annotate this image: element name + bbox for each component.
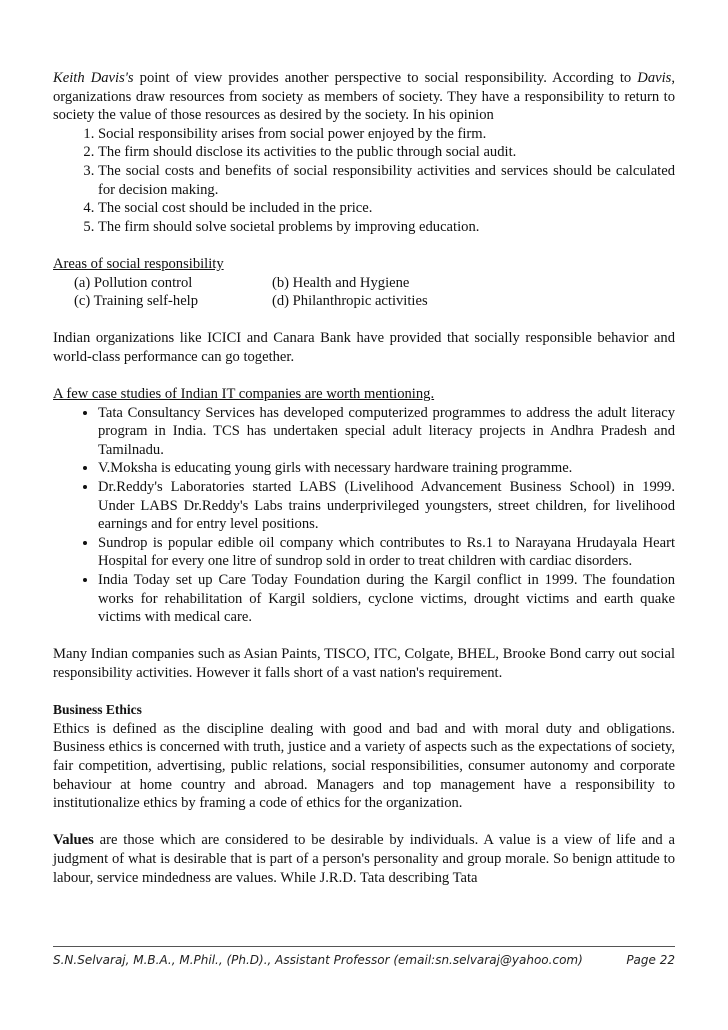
area-item: (b) Health and Hygiene bbox=[272, 274, 410, 291]
author-name: Keith Davis's bbox=[53, 70, 134, 86]
areas-heading: Areas of social responsibility bbox=[53, 255, 224, 272]
list-item: • Dr.Reddy's Laboratories started LABS (Livelihood Advancement Business School) in 1999. Under LABS Dr.Reddy's Labs trains underprivileged youngsters, street children, for livelihood earnings and for entry level positions. bbox=[98, 478, 675, 534]
list-item: • India Today set up Care Today Foundation during the Kargil conflict in 1999. The foundation works for rehabilitation of Kargil soldiers, cyclone victims, drought victims and earth quake victims with medical care. bbox=[98, 571, 675, 627]
companies-paragraph: Many Indian companies such as Asian Paints, TISCO, ITC, Colgate, BHEL, Brooke Bond carry out social responsibility activities. However it falls short of a vast nation's requirement. bbox=[53, 646, 675, 681]
area-item: (a) Pollution control bbox=[74, 274, 193, 291]
case-studies-list bbox=[53, 404, 675, 627]
list-item: 1. Social responsibility arises from social power enjoyed by the firm. bbox=[98, 125, 675, 144]
case-studies-heading: A few case studies of Indian IT companies are worth mentioning. bbox=[53, 386, 435, 403]
intro-paragraph: Keith Davis's point of view provides another perspective to social responsibility. According to Davis, organizations draw resources from society as members of society. They have a responsibility to return to society the value of those resources as desired by the society. In his opinion bbox=[53, 70, 675, 124]
document-page bbox=[53, 69, 675, 887]
ethics-heading: Business Ethics bbox=[53, 702, 142, 718]
list-item: • Sundrop is popular edible oil company which contributes to Rs.1 to Narayana Hrudayala Heart Hospital for every one litre of sundrop sold in order to treat children with cardiac disorders. bbox=[98, 534, 675, 571]
list-item: 3. The social costs and benefits of social responsibility activities and services should be calculated for decision making. bbox=[98, 162, 675, 199]
list-item: 4. The social cost should be included in the price. bbox=[98, 199, 675, 218]
footer-author: S.N.Selvaraj, M.B.A., M.Phil., (Ph.D)., Assistant Professor (email:sn.selvaraj@yahoo.com) bbox=[53, 953, 583, 967]
page-number: Page 22 bbox=[626, 953, 675, 967]
area-item: (c) Training self-help bbox=[74, 293, 199, 310]
list-item: 2. The firm should disclose its activities to the public through social audit. bbox=[98, 143, 675, 162]
values-paragraph: Values are those which are considered to be desirable by individuals. A value is a view of life and a judgment of what is desirable that is part of a person's personality and group morale. So benign attitude to labour, service mindedness are values. While J.R.D. Tata describing Tata bbox=[53, 832, 675, 886]
area-item: (d) Philanthropic activities bbox=[272, 293, 428, 310]
author-name: Davis bbox=[637, 70, 672, 86]
indian-orgs-paragraph: Indian organizations like ICICI and Canara Bank have provided that socially responsible behavior and world-class performance can go together. bbox=[53, 330, 675, 365]
ethics-paragraph: Ethics is defined as the discipline dealing with good and bad and with moral duty and obligations. Business ethics is concerned with truth, justice and a variety of aspects such as the expectations of society, fair competition, advertising, public relations, social responsibilities, consumer autonomy and corporate behaviour at home country and abroad. Managers and top management have a responsibility to institutionalize ethics by framing a code of ethics for the organization. bbox=[53, 720, 675, 812]
list-item: 5. The firm should solve societal problems by improving education. bbox=[98, 218, 675, 237]
areas-grid bbox=[53, 274, 675, 311]
opinion-list bbox=[53, 125, 675, 237]
list-item: • V.Moksha is educating young girls with necessary hardware training programme. bbox=[98, 459, 675, 478]
page-footer bbox=[53, 946, 675, 967]
list-item: • Tata Consultancy Services has developed computerized programmes to address the adult literacy program in India. TCS has undertaken special adult literacy projects in Andhra Pradesh and Tamilnadu. bbox=[98, 404, 675, 460]
values-term: Values bbox=[53, 832, 94, 849]
